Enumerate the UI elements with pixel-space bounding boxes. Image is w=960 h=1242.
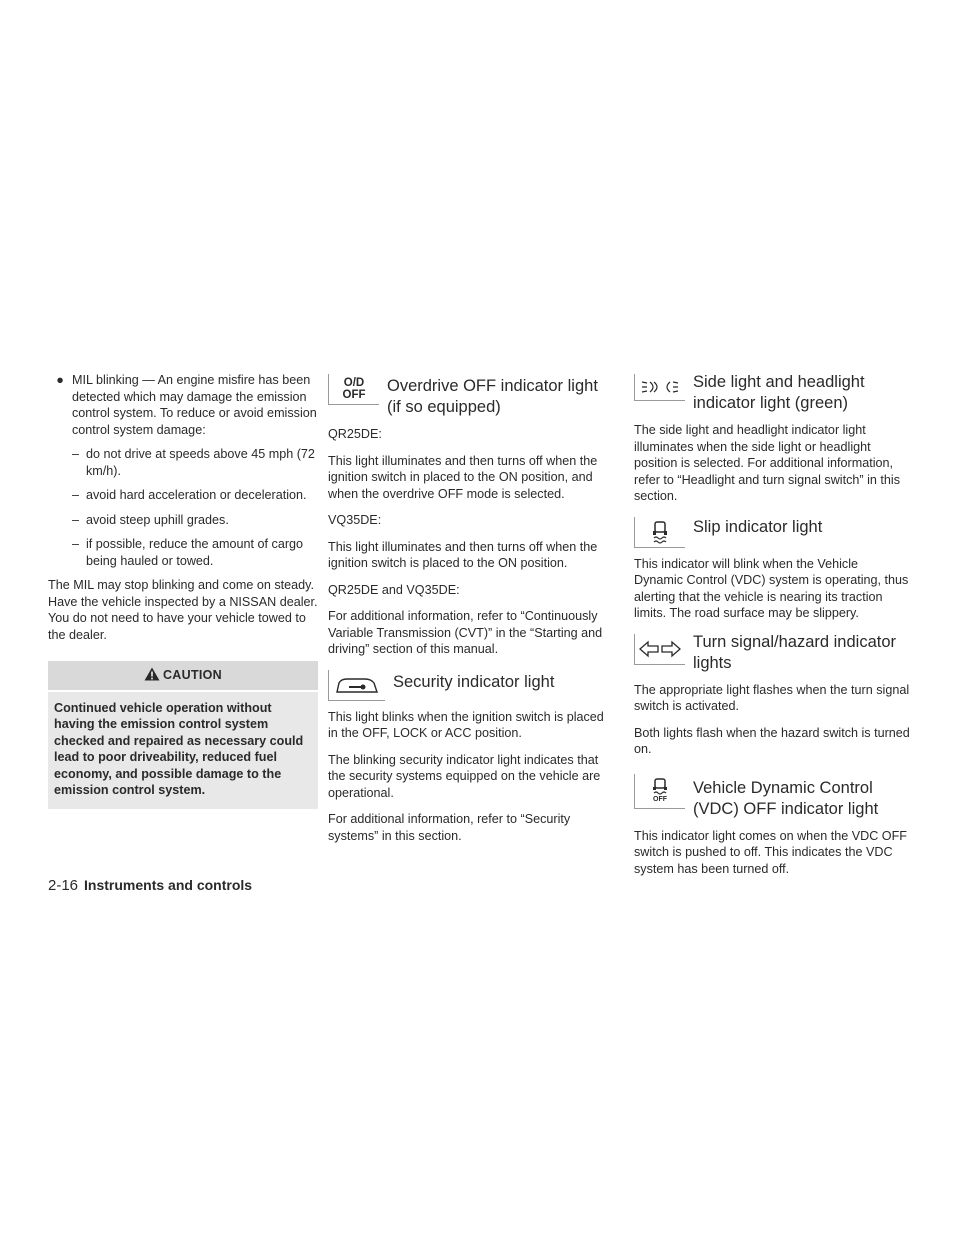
dash-mark: – bbox=[72, 488, 80, 502]
section-overdrive bbox=[328, 372, 612, 418]
dash-mark: – bbox=[72, 537, 80, 551]
paragraph: QR25DE: bbox=[328, 427, 382, 441]
paragraph: This light illuminates and then turns off when the ignition switch in placed to the ON position, and when the overdrive OFF mode is selected. bbox=[328, 453, 598, 501]
od-off-icon bbox=[328, 374, 379, 405]
od-icon-line1: O/D bbox=[343, 377, 365, 389]
paragraph: QR25DE and VQ35DE: bbox=[328, 582, 460, 597]
dash-item bbox=[72, 446, 318, 479]
warning-icon bbox=[144, 667, 160, 681]
paragraph: For additional information, refer to “Continuously Variable Transmission (CVT)” in the “Starting and driving” section of this manual. bbox=[328, 609, 603, 656]
dash-text: if possible, reduce the amount of cargo being hauled or towed. bbox=[86, 537, 304, 568]
dash-text: avoid steep uphill grades. bbox=[86, 512, 229, 527]
dash-mark: – bbox=[72, 447, 80, 461]
section-name: Instruments and controls bbox=[84, 877, 253, 893]
paragraph: Both lights flash when the hazard switch is turned on. bbox=[634, 725, 910, 756]
vdc-icon-label: OFF bbox=[653, 795, 667, 803]
paragraph: The side light and headlight indicator light illuminates when the side light or headlight position is selected. For additional information, refer to “Headlight and turn signal switch” in this section. bbox=[634, 423, 900, 503]
dash-item bbox=[72, 487, 318, 504]
bullet-item bbox=[48, 372, 318, 438]
turn-signal-title: Turn signal/hazard indicator lights bbox=[693, 632, 896, 672]
paragraph: For additional information, refer to “Security systems” in this section. bbox=[328, 812, 571, 843]
page-footer bbox=[48, 877, 252, 894]
caution-text: Continued vehicle operation without having the emission control system checked and repaired as necessary could lead to poor driveability, reduced fuel economy, and possible damage to the emission control system. bbox=[48, 692, 318, 809]
dash-item bbox=[72, 512, 318, 529]
column-3 bbox=[634, 372, 910, 887]
bullet-text: MIL blinking — An engine misfire has been detected which may damage the emission control system. To reduce or avoid emission control system damage: bbox=[72, 373, 317, 437]
od-icon-line2: OFF bbox=[342, 389, 366, 401]
page-number: 2-16 bbox=[48, 877, 79, 894]
security-car-key-icon bbox=[328, 670, 385, 701]
section-slip bbox=[634, 515, 910, 548]
bullet-mark: ● bbox=[56, 373, 64, 387]
dash-item bbox=[72, 536, 318, 569]
turn-signal-arrows-icon bbox=[634, 634, 685, 665]
paragraph: This indicator light comes on when the VDC OFF switch is pushed to off. This indicates the VDC system has been turned off. bbox=[634, 828, 907, 876]
section-security bbox=[328, 668, 612, 701]
paragraph: This light illuminates and then turns off when the ignition switch is placed to the ON position. bbox=[328, 539, 598, 570]
caution-header bbox=[48, 661, 318, 690]
mil-paragraph: The MIL may stop blinking and come on steady. Have the vehicle inspected by a NISSAN dealer. You do not need to have your vehicle towed to the dealer. bbox=[48, 578, 318, 642]
section-vdc-off bbox=[634, 772, 910, 820]
section-side-light bbox=[634, 372, 910, 414]
overdrive-title: Overdrive OFF indicator light (if so equipped) bbox=[387, 377, 598, 416]
paragraph: VQ35DE: bbox=[328, 513, 382, 527]
paragraph: The blinking security indicator light indicates that the security systems equipped on the vehicle are operational. bbox=[328, 752, 601, 800]
paragraph: The appropriate light flashes when the turn signal switch is activated. bbox=[634, 682, 910, 713]
caution-title: CAUTION bbox=[162, 668, 223, 682]
column-2 bbox=[328, 372, 612, 854]
paragraph: This light blinks when the ignition switch is placed in the OFF, LOCK or ACC position. bbox=[328, 709, 604, 740]
paragraph: This indicator will blink when the Vehicle Dynamic Control (VDC) system is operating, thus alerting that the vehicle is nearing its traction limits. The road surface may be slippery. bbox=[634, 556, 909, 620]
side-light-title: Side light and headlight indicator light (green) bbox=[693, 373, 865, 412]
vdc-off-icon bbox=[634, 774, 685, 809]
dash-text: avoid hard acceleration or deceleration. bbox=[86, 488, 307, 502]
dash-text: do not drive at speeds above 45 mph (72 km/h). bbox=[86, 447, 315, 478]
section-turn-signal bbox=[634, 632, 910, 674]
headlight-icon bbox=[634, 374, 685, 401]
slip-icon bbox=[634, 517, 685, 548]
dash-mark: – bbox=[72, 512, 80, 527]
column-1 bbox=[48, 372, 318, 809]
vdc-off-title: Vehicle Dynamic Control (VDC) OFF indicator light bbox=[693, 778, 879, 818]
slip-title: Slip indicator light bbox=[693, 517, 823, 536]
security-title: Security indicator light bbox=[393, 672, 555, 691]
